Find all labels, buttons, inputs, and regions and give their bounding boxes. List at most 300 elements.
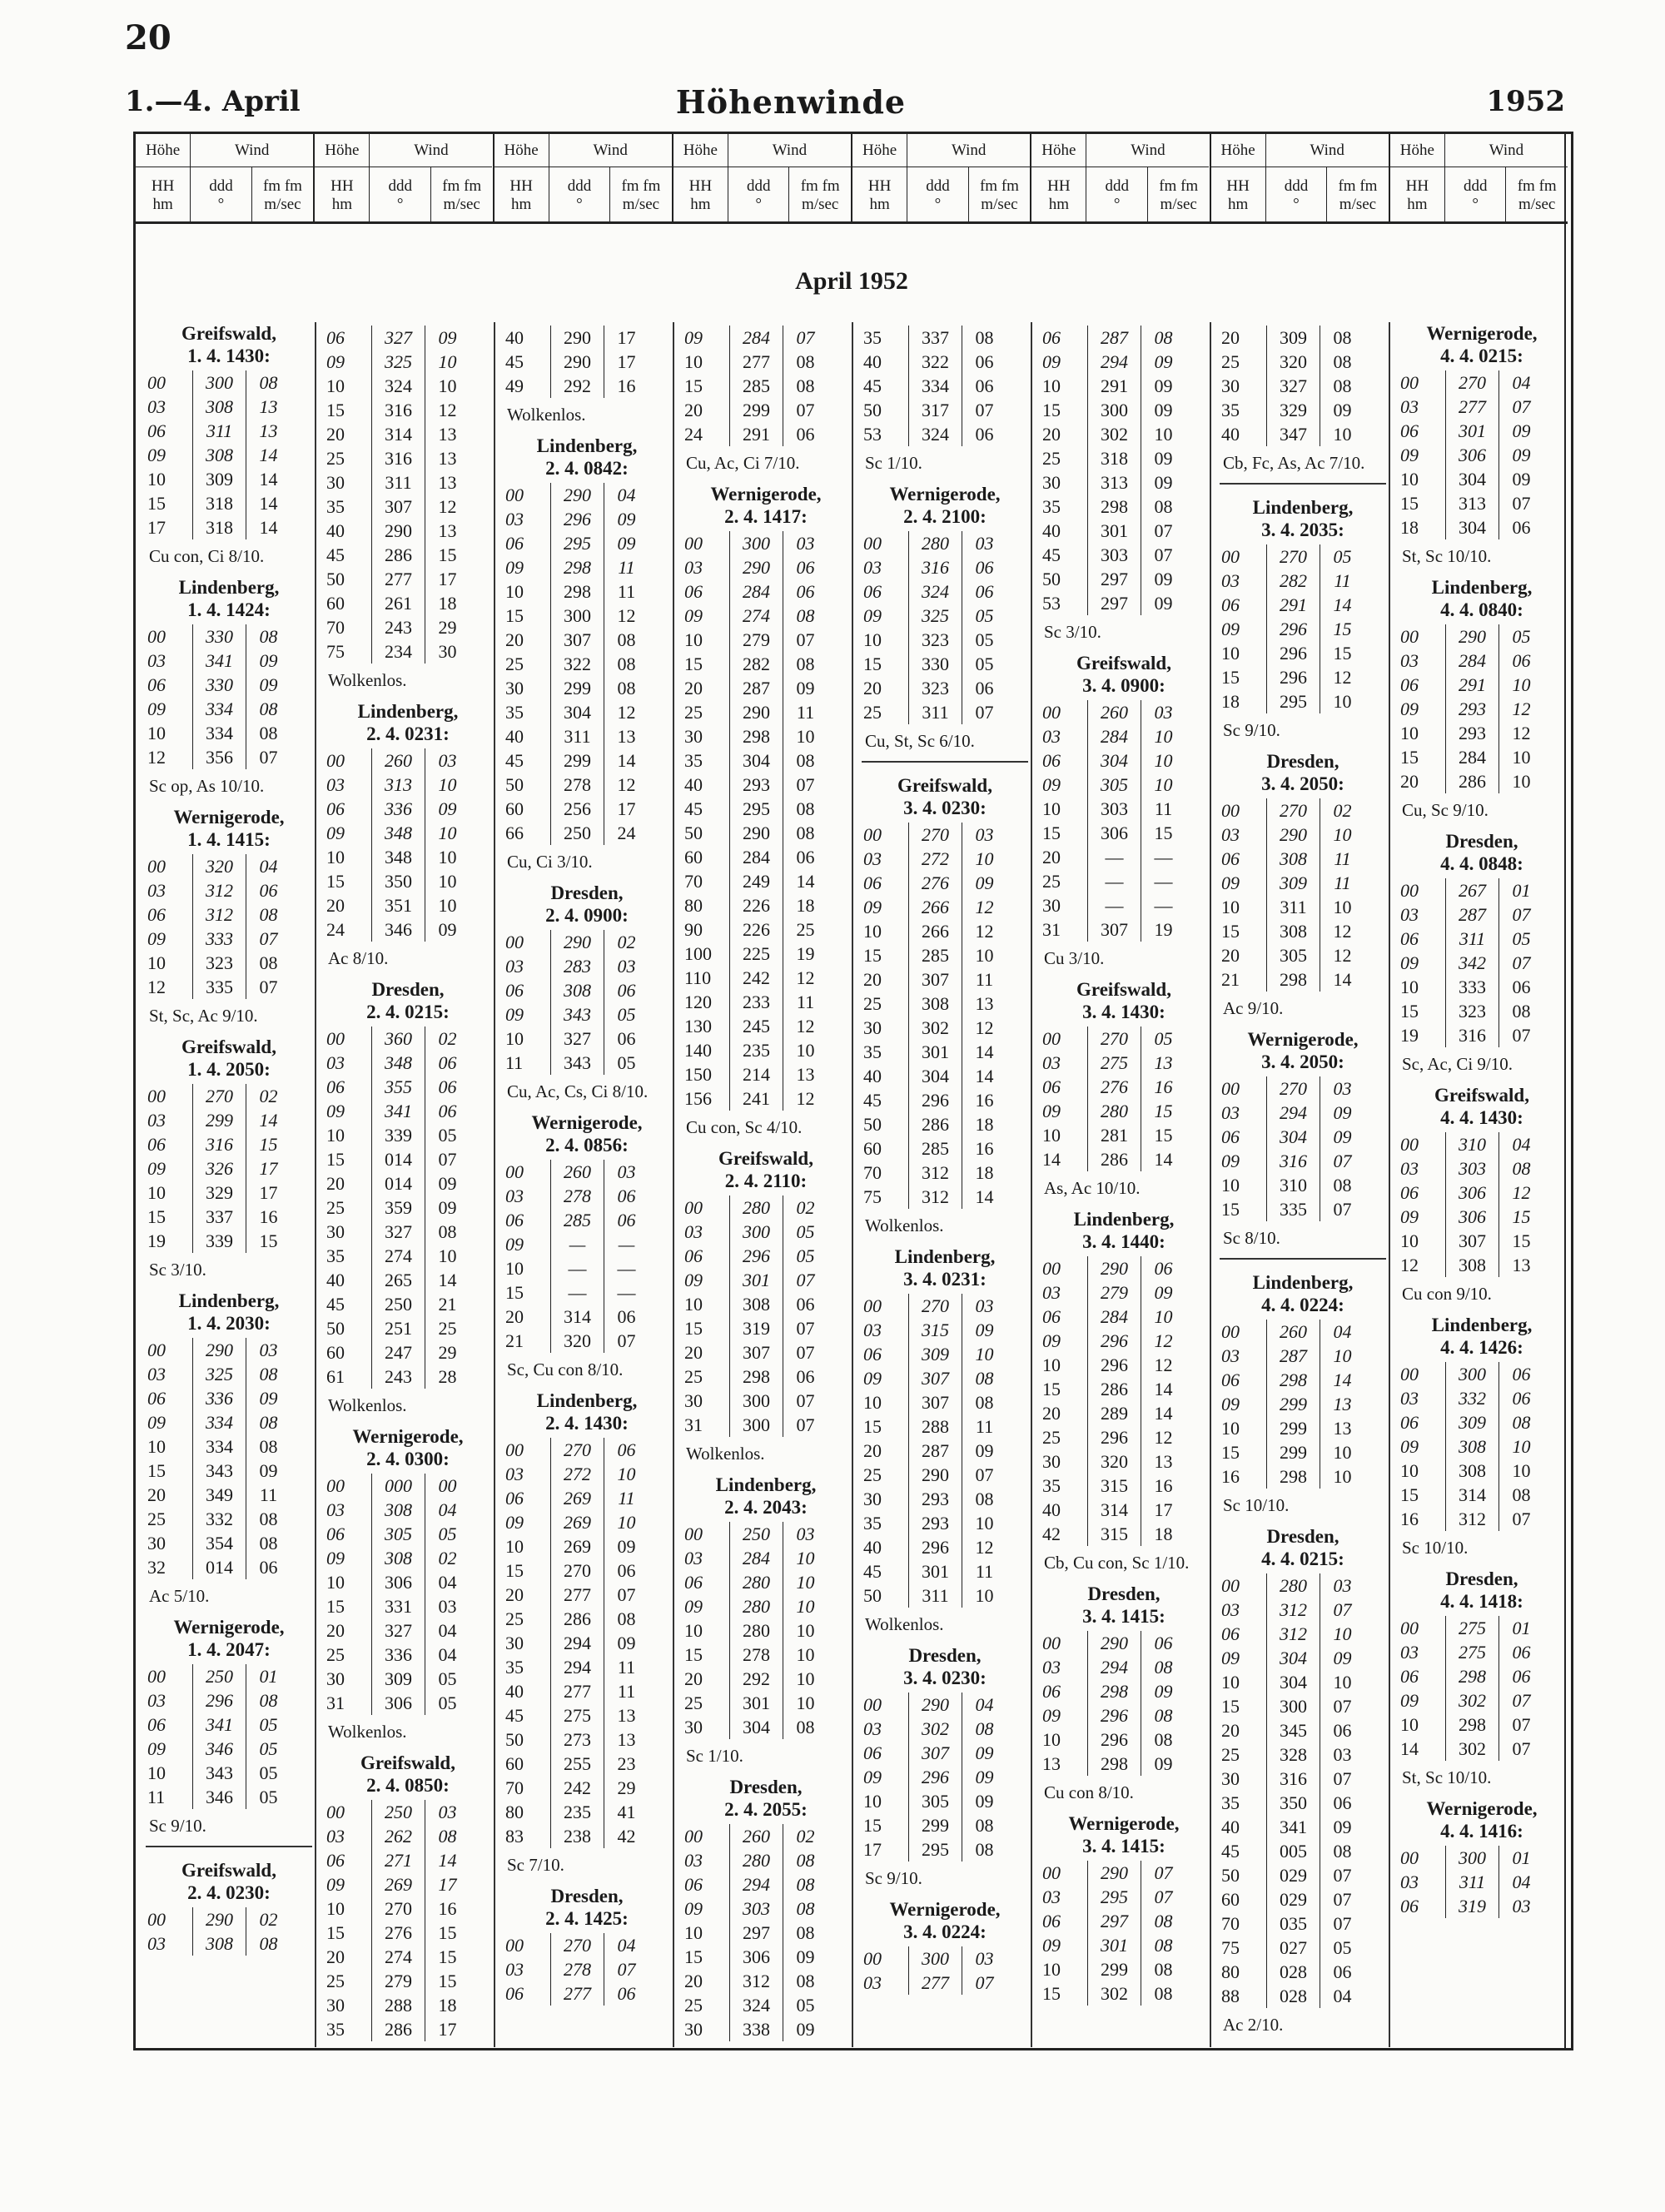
height-cell: 16 — [1400, 1509, 1419, 1529]
observation-time: 2. 4. 2110: — [724, 1171, 808, 1191]
observation-time: 2. 4. 1430: — [545, 1413, 629, 1434]
table-row — [1399, 1459, 1565, 1483]
direction-cell: 287 — [1266, 1344, 1320, 1368]
table-row — [683, 604, 849, 628]
speed-cell: 06 — [962, 350, 1006, 374]
table-row — [683, 773, 849, 797]
table-row — [862, 1765, 1028, 1789]
station-heading — [146, 806, 312, 851]
height-cell: 03 — [147, 650, 166, 671]
station-name: Dresden, — [371, 979, 445, 1000]
station-name: Greifswald, — [718, 1148, 813, 1169]
height-cell: 10 — [1400, 1714, 1419, 1735]
height-cell: 49 — [505, 375, 524, 396]
table-row — [683, 1220, 849, 1244]
station-name: Greifswald, — [1434, 1085, 1529, 1106]
speed-cell: 09 — [604, 1534, 649, 1558]
speed-cell: 09 — [1141, 567, 1185, 591]
table-row — [1041, 1861, 1207, 1885]
height-cell: 03 — [1042, 1282, 1061, 1303]
table-row — [862, 422, 1028, 446]
direction-cell: 300 — [1087, 398, 1141, 422]
speed-cell: 07 — [1498, 951, 1543, 975]
direction-cell: 293 — [729, 773, 783, 797]
table-row — [683, 1667, 849, 1691]
header-ff: fm fm m/sec — [442, 177, 482, 213]
table-row — [1220, 689, 1386, 713]
height-cell: 03 — [147, 1110, 166, 1131]
height-cell: 30 — [326, 1995, 345, 2016]
table-row — [683, 652, 849, 676]
speed-cell: 05 — [783, 1993, 828, 2017]
observation-rows — [325, 1026, 491, 1389]
table-row — [504, 1256, 670, 1280]
height-cell: 03 — [1221, 1599, 1240, 1620]
speed-cell: 15 — [1320, 641, 1364, 665]
direction-cell: 284 — [729, 326, 783, 350]
direction-cell: 297 — [1087, 567, 1141, 591]
direction-cell: 284 — [1087, 1305, 1141, 1329]
speed-cell: 13 — [425, 470, 470, 495]
height-cell: 15 — [1400, 747, 1419, 768]
table-row — [862, 1185, 1028, 1209]
direction-cell: 308 — [371, 1498, 425, 1522]
data-column — [146, 322, 312, 2047]
direction-cell: 005 — [1266, 1839, 1320, 1863]
direction-cell: 260 — [1266, 1320, 1320, 1344]
speed-cell: 16 — [1141, 1474, 1185, 1498]
table-row — [1220, 1622, 1386, 1646]
cloud-note: Sc op, As 10/10. — [149, 776, 265, 796]
table-row — [325, 1364, 491, 1389]
height-cell: 70 — [863, 1162, 882, 1183]
table-row — [683, 966, 849, 990]
speed-cell: 06 — [1498, 975, 1543, 999]
table-row — [325, 748, 491, 773]
direction-cell: 279 — [729, 628, 783, 652]
height-cell: 09 — [1042, 1101, 1061, 1121]
speed-cell: 11 — [783, 700, 828, 724]
height-cell: 10 — [147, 952, 166, 973]
direction-cell: 275 — [1087, 1051, 1141, 1075]
speed-cell: 08 — [783, 1969, 828, 1993]
table-row — [683, 1195, 849, 1220]
observation-time: 2. 4. 0850: — [366, 1775, 450, 1796]
station-name: Lindenberg, — [1252, 1272, 1354, 1293]
column-divider — [1031, 322, 1032, 2047]
direction-cell: 303 — [1087, 797, 1141, 821]
direction-cell: 250 — [371, 1800, 425, 1824]
height-cell: 20 — [326, 1946, 345, 1967]
station-name: Dresden, — [729, 1777, 803, 1797]
station-heading — [1399, 1314, 1565, 1359]
height-cell: 10 — [1042, 375, 1061, 396]
table-row — [1220, 641, 1386, 665]
direction-cell: 274 — [371, 1945, 425, 1969]
direction-cell: 311 — [550, 724, 604, 748]
speed-cell: 10 — [1320, 1670, 1364, 1694]
speed-cell: 10 — [604, 1510, 649, 1534]
speed-cell: 07 — [1320, 1767, 1364, 1791]
speed-cell: 11 — [962, 1414, 1006, 1439]
height-cell: 00 — [1221, 1078, 1240, 1099]
table-row — [146, 1229, 312, 1253]
station-block — [146, 1290, 312, 1608]
direction-cell: 307 — [371, 495, 425, 519]
table-row — [1220, 1076, 1386, 1101]
observation-rows — [504, 326, 670, 398]
height-cell: 50 — [1042, 569, 1061, 589]
direction-cell: 270 — [1266, 544, 1320, 569]
observation-rows — [683, 1824, 849, 2041]
direction-cell: 305 — [1087, 773, 1141, 797]
speed-cell: 12 — [1320, 665, 1364, 689]
direction-cell: 255 — [550, 1752, 604, 1776]
table-row — [683, 845, 849, 869]
height-cell: 15 — [147, 493, 166, 514]
direction-cell: 328 — [1266, 1742, 1320, 1767]
speed-cell: 14 — [425, 1268, 470, 1292]
speed-cell: 08 — [246, 1362, 291, 1386]
direction-cell: 334 — [908, 374, 962, 398]
speed-cell: 04 — [1320, 1984, 1364, 2008]
table-row — [862, 700, 1028, 724]
height-cell: 00 — [147, 372, 166, 393]
direction-cell: 342 — [1445, 951, 1498, 975]
speed-cell: 42 — [604, 1824, 649, 1848]
table-row — [325, 1522, 491, 1546]
table-row — [146, 1664, 312, 1688]
table-row — [1220, 967, 1386, 992]
height-cell: 00 — [863, 1948, 882, 1969]
height-cell: 03 — [505, 1959, 524, 1980]
table-row — [1041, 495, 1207, 519]
speed-cell: 08 — [1320, 326, 1364, 350]
data-columns — [142, 322, 1574, 2047]
direction-cell: 296 — [1266, 641, 1320, 665]
direction-cell: 214 — [729, 1062, 783, 1086]
direction-cell: 309 — [908, 1342, 962, 1366]
table-row — [1220, 1598, 1386, 1622]
height-cell: 25 — [863, 1464, 882, 1485]
column-divider — [1210, 322, 1211, 2047]
direction-cell: 331 — [371, 1594, 425, 1618]
header-ff: fm fm m/sec — [1338, 177, 1378, 213]
table-row — [862, 1971, 1028, 1995]
direction-cell: 266 — [908, 895, 962, 919]
height-cell: 00 — [147, 1909, 166, 1930]
table-row — [683, 1364, 849, 1389]
table-row — [325, 1316, 491, 1340]
height-cell: 09 — [684, 1898, 703, 1919]
height-cell: 00 — [1221, 1575, 1240, 1596]
speed-cell: 03 — [1320, 1076, 1364, 1101]
observation-time: 4. 4. 0224: — [1261, 1295, 1344, 1315]
table-row — [1399, 1640, 1565, 1664]
direction-cell: 000 — [371, 1474, 425, 1498]
speed-cell: 08 — [604, 676, 649, 700]
speed-cell: 07 — [962, 1463, 1006, 1487]
height-cell: 00 — [147, 1086, 166, 1106]
height-cell: 10 — [1221, 1418, 1240, 1439]
station-heading — [146, 1290, 312, 1335]
height-cell: 09 — [1400, 952, 1419, 973]
header-group — [1211, 134, 1390, 221]
height-cell: 20 — [1221, 327, 1240, 348]
table-row — [1399, 1386, 1565, 1410]
height-cell: 25 — [1042, 448, 1061, 469]
table-row — [683, 1292, 849, 1316]
height-cell: 09 — [1400, 1690, 1419, 1711]
cloud-note: Wolkenlos. — [507, 405, 586, 425]
height-cell: 40 — [326, 1270, 345, 1290]
table-row — [1041, 1885, 1207, 1909]
height-cell: 00 — [1221, 546, 1240, 567]
station-block — [683, 483, 849, 1139]
observation-time: 3. 4. 0230: — [903, 798, 987, 818]
table-row — [146, 467, 312, 491]
speed-cell: 03 — [962, 823, 1006, 847]
header-wind: Wind — [1086, 134, 1209, 167]
observation-rows — [1399, 1132, 1565, 1277]
speed-cell: 08 — [962, 1366, 1006, 1390]
speed-cell: 12 — [604, 773, 649, 797]
station-heading — [862, 1644, 1028, 1689]
height-cell: 00 — [326, 1475, 345, 1496]
height-cell: 03 — [1400, 1388, 1419, 1409]
speed-cell: 05 — [425, 1522, 470, 1546]
cloud-note: Sc 1/10. — [686, 1746, 743, 1766]
speed-cell: 10 — [1320, 895, 1364, 919]
table-row — [862, 1414, 1028, 1439]
table-row — [1041, 1655, 1207, 1679]
table-row — [1399, 395, 1565, 419]
station-block — [1041, 1208, 1207, 1574]
cloud-note: Wolkenlos. — [328, 1395, 407, 1415]
speed-cell: 14 — [1141, 1377, 1185, 1401]
station-name: Dresden, — [1266, 1526, 1339, 1547]
observation-rows — [683, 1195, 849, 1437]
page-number: 20 — [125, 18, 171, 57]
speed-cell: 08 — [783, 748, 828, 773]
speed-cell: 04 — [425, 1498, 470, 1522]
height-cell: 30 — [684, 2019, 703, 2040]
table-row — [862, 374, 1028, 398]
speed-cell: 07 — [962, 398, 1006, 422]
cloud-note: Wolkenlos. — [328, 670, 407, 690]
speed-cell: 10 — [1498, 673, 1543, 697]
direction-cell: 303 — [1445, 1156, 1498, 1181]
height-cell: 06 — [684, 1874, 703, 1895]
column-divider — [494, 322, 495, 2047]
observation-time: 1. 4. 2047: — [187, 1639, 271, 1660]
height-cell: 17 — [147, 517, 166, 538]
height-cell: 06 — [1042, 1681, 1061, 1702]
observation-time: 3. 4. 1415: — [1082, 1606, 1166, 1627]
height-cell: 03 — [147, 1364, 166, 1384]
station-name: Wernigerode, — [173, 1617, 285, 1638]
cloud-note: Ac 8/10. — [328, 948, 389, 968]
speed-cell: 06 — [425, 1099, 470, 1123]
height-cell: 00 — [684, 1524, 703, 1544]
height-cell: 30 — [505, 1633, 524, 1653]
direction-cell: 329 — [192, 1181, 246, 1205]
speed-cell: 10 — [962, 1583, 1006, 1608]
speed-cell: 15 — [1141, 1123, 1185, 1147]
speed-cell: 07 — [1141, 1885, 1185, 1909]
table-row — [862, 1511, 1028, 1535]
direction-cell: 299 — [1266, 1392, 1320, 1416]
speed-cell: 10 — [962, 847, 1006, 871]
table-row — [325, 326, 491, 350]
height-cell: 09 — [505, 1004, 524, 1025]
direction-cell: 320 — [550, 1329, 604, 1353]
speed-cell: 06 — [246, 878, 291, 902]
table-row — [146, 1459, 312, 1483]
direction-cell: 318 — [1087, 446, 1141, 470]
table-row — [1399, 1507, 1565, 1531]
direction-cell: 035 — [1266, 1911, 1320, 1936]
table-row — [325, 1051, 491, 1075]
speed-cell: 08 — [1141, 1957, 1185, 1981]
observation-time: 4. 4. 1430: — [1440, 1107, 1523, 1128]
height-cell: 20 — [684, 1971, 703, 1991]
table-row — [1041, 1752, 1207, 1776]
direction-cell: 270 — [550, 1438, 604, 1462]
height-cell: 20 — [1042, 424, 1061, 445]
table-row — [325, 1195, 491, 1220]
direction-cell: 302 — [1087, 422, 1141, 446]
direction-cell: 311 — [1266, 895, 1320, 919]
table-row — [1399, 1410, 1565, 1434]
observation-time: 1. 4. 1430: — [187, 345, 271, 366]
speed-cell: 08 — [783, 1896, 828, 1921]
direction-cell: 290 — [908, 1463, 962, 1487]
direction-cell: 269 — [550, 1486, 604, 1510]
observation-time: 2. 4. 0300: — [366, 1449, 450, 1469]
direction-cell: 300 — [1266, 1694, 1320, 1718]
speed-cell: 10 — [1320, 422, 1364, 446]
table-row — [683, 422, 849, 446]
station-heading — [1041, 652, 1207, 697]
speed-cell: 25 — [783, 917, 828, 942]
direction-cell: 291 — [1266, 593, 1320, 617]
table-row — [146, 927, 312, 951]
height-cell: 00 — [1042, 1258, 1061, 1279]
speed-cell: 05 — [604, 1002, 649, 1026]
height-cell: 10 — [863, 629, 882, 650]
table-row — [1399, 999, 1565, 1023]
station-block — [325, 700, 491, 970]
speed-cell: 13 — [246, 395, 291, 419]
speed-cell: 03 — [783, 531, 828, 555]
direction-cell: 292 — [729, 1667, 783, 1691]
station-heading — [1220, 750, 1386, 795]
direction-cell: 306 — [1445, 1181, 1498, 1205]
observation-rows — [1220, 1573, 1386, 2008]
direction-cell: 311 — [371, 470, 425, 495]
speed-cell: 07 — [604, 1583, 649, 1607]
height-cell: 15 — [1221, 1442, 1240, 1463]
speed-cell: 08 — [246, 721, 291, 745]
direction-cell: 277 — [550, 1583, 604, 1607]
table-row — [146, 1156, 312, 1181]
header-hoehe: Höhe — [495, 134, 549, 167]
speed-cell: 13 — [425, 422, 470, 446]
table-row — [146, 673, 312, 697]
table-row — [146, 721, 312, 745]
height-cell: 09 — [863, 897, 882, 917]
speed-cell: 03 — [1320, 1742, 1364, 1767]
speed-cell: 07 — [1498, 1737, 1543, 1761]
table-row — [862, 1016, 1028, 1040]
speed-cell: 09 — [962, 1789, 1006, 1813]
direction-cell: 304 — [550, 700, 604, 724]
header-ff: fm fm m/sec — [621, 177, 661, 213]
observation-rows — [1041, 1026, 1207, 1171]
height-cell: 03 — [684, 1850, 703, 1871]
height-cell: 06 — [326, 798, 345, 819]
direction-cell: 271 — [371, 1848, 425, 1872]
table-row — [1399, 419, 1565, 443]
table-row — [1399, 1132, 1565, 1156]
direction-cell: 307 — [729, 1340, 783, 1364]
direction-cell: 350 — [371, 869, 425, 893]
header-ff: fm fm m/sec — [979, 177, 1019, 213]
speed-cell: — — [1141, 845, 1185, 869]
data-column — [862, 322, 1028, 2047]
speed-cell: 09 — [1141, 591, 1185, 615]
speed-cell: 16 — [1141, 1075, 1185, 1099]
height-cell: 10 — [147, 723, 166, 743]
speed-cell: 06 — [1498, 1664, 1543, 1688]
speed-cell: 06 — [783, 1292, 828, 1316]
height-cell: 06 — [326, 1524, 345, 1544]
table-row — [1041, 1933, 1207, 1957]
speed-cell: 08 — [1320, 1839, 1364, 1863]
station-name: Greifswald, — [181, 323, 276, 344]
speed-cell: 12 — [425, 495, 470, 519]
speed-cell: — — [1141, 869, 1185, 893]
height-cell: 03 — [684, 557, 703, 578]
station-name: Wernigerode, — [889, 1899, 1001, 1920]
table-row — [1399, 878, 1565, 902]
height-cell: 06 — [684, 1572, 703, 1593]
table-row — [1399, 769, 1565, 793]
direction-cell: 327 — [550, 1026, 604, 1051]
speed-cell: 05 — [425, 1691, 470, 1715]
speed-cell: 08 — [1141, 1981, 1185, 2006]
height-cell: 03 — [1400, 396, 1419, 417]
table-row — [862, 895, 1028, 919]
table-row — [1399, 1253, 1565, 1277]
height-cell: 150 — [684, 1064, 712, 1085]
height-cell: 20 — [147, 1484, 166, 1505]
direction-cell: — — [1087, 845, 1141, 869]
speed-cell: 09 — [604, 531, 649, 555]
height-cell: 00 — [684, 1197, 703, 1218]
table-row — [504, 652, 670, 676]
direction-cell: 316 — [192, 1132, 246, 1156]
speed-cell: 01 — [1498, 1616, 1543, 1640]
table-row — [862, 579, 1028, 604]
direction-cell: 261 — [371, 591, 425, 615]
speed-cell: 14 — [962, 1040, 1006, 1064]
speed-cell: 14 — [783, 869, 828, 893]
height-cell: 40 — [505, 1681, 524, 1702]
table-row — [1041, 446, 1207, 470]
direction-cell: 315 — [1087, 1522, 1141, 1546]
